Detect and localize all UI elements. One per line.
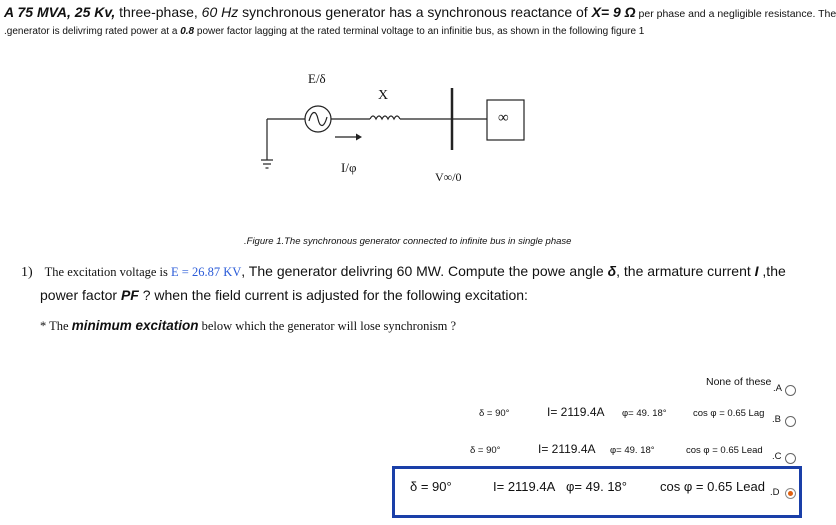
question-number: 1) [21, 265, 33, 280]
reactance-coil [370, 116, 400, 119]
rating-text: A 75 MVA, 25 Kv, [4, 4, 116, 20]
option-c-delta: δ = 90° [470, 445, 501, 456]
option-c-radio[interactable] [785, 453, 796, 464]
option-c-letter: .C [772, 451, 782, 462]
option-d-phi: φ= 49. 18° [566, 479, 627, 494]
header-text: synchronous generator has a synchronous reactance of [238, 4, 592, 20]
option-b-pf: cos φ = 0.65 Lag [693, 408, 765, 419]
minimum-excitation-text: minimum excitation [71, 318, 199, 333]
option-b-letter: .B [772, 414, 781, 425]
option-b-current: I= 2119.4A [547, 405, 605, 419]
header-text: .generator is delivrimg rated power at a [4, 26, 181, 37]
reactance-label: X [378, 88, 389, 103]
frequency-text: 60 Hz [201, 4, 239, 20]
current-symbol: I [754, 263, 759, 279]
excitation-voltage-value: E = 26.87 KV [171, 265, 242, 279]
question-text: ? when the field current is adjusted for the following excitation: [138, 287, 528, 303]
question-text: , The generator delivring 60 MW. Compute the powe angle [241, 263, 608, 279]
figure-caption: .Figure 1.The synchronous generator connected to infinite bus in single phase [244, 236, 572, 247]
option-a-letter: .A [773, 383, 782, 394]
emf-label: E/δ [308, 71, 326, 86]
question-text: ,the [758, 263, 786, 279]
option-a-text: None of these [706, 376, 772, 388]
delta-symbol: δ [607, 263, 617, 279]
bus-voltage-label: V∞/0 [435, 170, 462, 184]
current-label: I/φ [341, 160, 357, 175]
option-d-pf: cos φ = 0.65 Lead [660, 479, 765, 494]
question-text: The excitation voltage is [44, 265, 172, 279]
option-b-delta: δ = 90° [479, 408, 510, 419]
option-c-phi: φ= 49. 18° [610, 445, 655, 456]
option-b-radio[interactable] [785, 416, 796, 427]
option-c-pf: cos φ = 0.65 Lead [686, 445, 763, 456]
question-text: power factor [40, 287, 121, 303]
option-d-letter: .D [770, 487, 780, 498]
arrow-head [356, 134, 362, 141]
option-d-delta: δ = 90° [410, 479, 452, 494]
option-b-phi: φ= 49. 18° [622, 408, 667, 419]
question-text: below which the generator will lose synchronism ? [198, 319, 457, 333]
infinity-symbol: ∞ [498, 110, 509, 126]
pf-value-text: 0.8 [180, 26, 195, 37]
option-d-current: I= 2119.4A [493, 479, 556, 494]
question-line1 [21, 263, 786, 281]
option-a-radio[interactable] [785, 385, 796, 396]
header-text: power factor lagging at the rated terminal voltage to an infinitie bus, as shown in the following figure 1 [194, 26, 645, 37]
sine-wave [309, 112, 327, 125]
question-text: * The [40, 319, 72, 333]
header-text: three-phase, [115, 4, 202, 20]
reactance-text: X= 9 Ω [591, 4, 636, 20]
option-d-radio[interactable] [785, 488, 796, 499]
option-c-current: I= 2119.4A [538, 442, 596, 456]
pf-symbol: PF [120, 287, 139, 303]
question-line2 [40, 287, 528, 303]
question-text: , the armature current [616, 263, 755, 279]
question-line3 [40, 318, 456, 334]
header-text: per phase and a negligible resistance. The [635, 8, 836, 20]
